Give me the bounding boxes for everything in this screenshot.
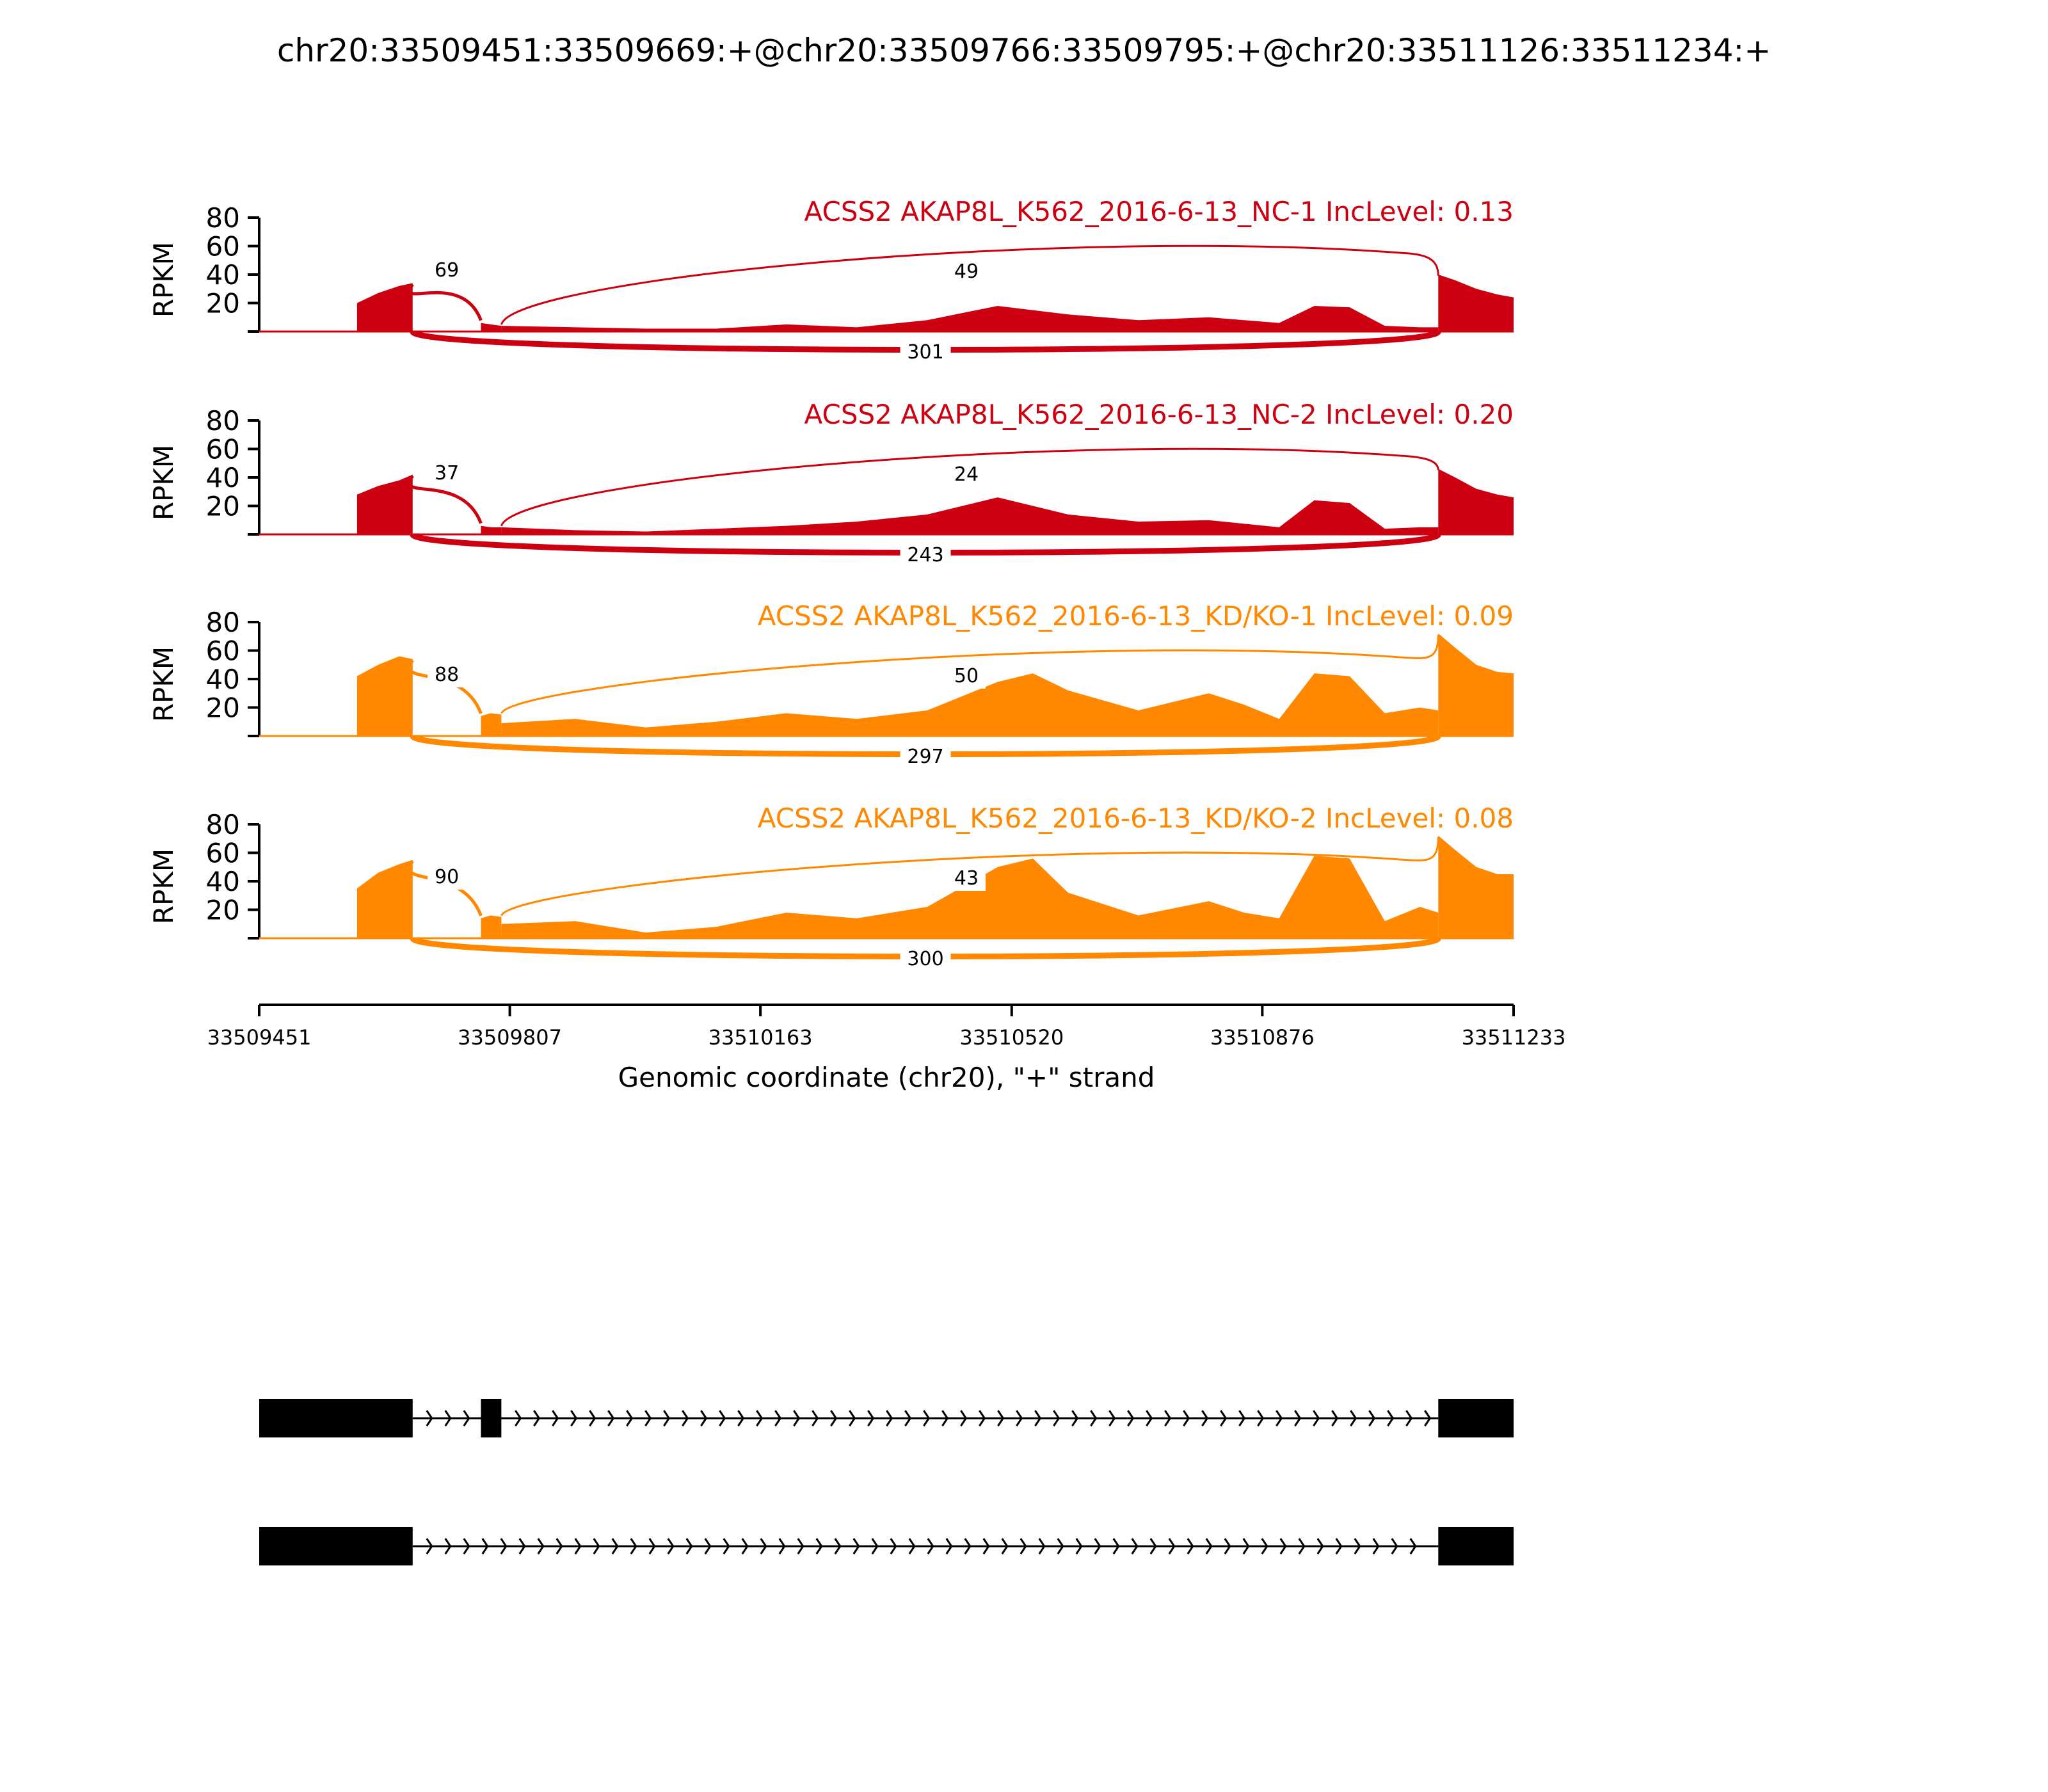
y-tick-label: 20	[205, 894, 240, 926]
junction-count-label: 300	[907, 948, 944, 970]
y-axis-label: RPKM	[148, 444, 179, 521]
junction-count-label: 24	[954, 463, 979, 486]
x-axis-label: Genomic coordinate (chr20), "+" strand	[618, 1062, 1155, 1093]
y-axis-label: RPKM	[148, 848, 179, 925]
y-tick-label: 80	[205, 405, 240, 436]
y-tick-label: 20	[205, 490, 240, 522]
x-tick-label: 33511233	[1461, 1025, 1566, 1050]
junction-count-label: 301	[907, 341, 944, 364]
junction-count-label: 50	[954, 665, 979, 687]
y-tick-label: 60	[205, 635, 240, 667]
x-tick-label: 33510876	[1210, 1025, 1315, 1050]
panel-3	[148, 600, 1514, 769]
coverage-panels	[148, 196, 1514, 972]
junction-count-label: 37	[435, 462, 460, 484]
y-tick-label: 60	[205, 230, 240, 262]
exon-coverage-2	[481, 526, 501, 534]
exon-block	[259, 1527, 413, 1565]
junction-arc	[410, 284, 481, 320]
junction-count-label: 297	[907, 746, 944, 768]
y-tick-label: 80	[205, 809, 240, 840]
y-tick-label: 20	[205, 692, 240, 724]
x-tick-label: 33510163	[708, 1025, 813, 1050]
exon-coverage-2	[481, 713, 501, 736]
exon-block	[259, 1399, 413, 1437]
panel-4	[148, 803, 1514, 972]
junction-count-label: 69	[435, 259, 460, 282]
junction-count-label: 49	[954, 260, 979, 283]
panel-title: ACSS2 AKAP8L_K562_2016-6-13_KD/KO-1 IncLevel: 0.09	[757, 600, 1514, 632]
y-tick-label: 60	[205, 433, 240, 465]
x-tick-label: 33509807	[458, 1025, 562, 1050]
x-tick-label: 33509451	[207, 1025, 312, 1050]
y-tick-label: 40	[205, 664, 240, 695]
intron-coverage-area	[501, 306, 1438, 332]
exon-coverage-1	[357, 656, 413, 736]
y-tick-label: 60	[205, 837, 240, 869]
y-tick-label: 80	[205, 202, 240, 234]
panel-1	[148, 196, 1514, 365]
panel-title: ACSS2 AKAP8L_K562_2016-6-13_NC-1 IncLevel: 0.13	[804, 196, 1514, 227]
y-tick-label: 40	[205, 259, 240, 291]
y-axis-label: RPKM	[148, 646, 179, 723]
exon-block	[481, 1399, 501, 1437]
exon-coverage-3	[1438, 836, 1514, 938]
exon-coverage-3	[1438, 275, 1514, 332]
y-tick-label: 80	[205, 607, 240, 638]
exon-coverage-3	[1438, 634, 1514, 736]
exon-coverage-1	[357, 283, 413, 332]
exon-coverage-3	[1438, 469, 1514, 534]
intron-coverage-area	[501, 497, 1438, 534]
exon-block	[1438, 1399, 1514, 1437]
y-axis-label: RPKM	[148, 241, 179, 318]
isoform-2	[259, 1527, 1514, 1565]
exon-coverage-1	[357, 860, 413, 938]
junction-count-label: 243	[907, 544, 944, 566]
y-tick-label: 20	[205, 287, 240, 319]
isoform-track	[259, 1399, 1514, 1565]
panel-2	[148, 399, 1514, 568]
exon-coverage-2	[481, 915, 501, 938]
figure-title: chr20:33509451:33509669:+@chr20:33509766:33509795:+@chr20:33511126:33511234:+	[276, 32, 1772, 69]
y-tick-label: 40	[205, 462, 240, 493]
exon-block	[1438, 1527, 1514, 1565]
panel-title: ACSS2 AKAP8L_K562_2016-6-13_NC-2 IncLevel: 0.20	[804, 399, 1514, 430]
x-tick-label: 33510520	[959, 1025, 1064, 1050]
isoform-1	[259, 1399, 1514, 1437]
y-tick-label: 40	[205, 866, 240, 897]
panel-title: ACSS2 AKAP8L_K562_2016-6-13_KD/KO-2 IncLevel: 0.08	[757, 803, 1514, 834]
junction-count-label: 90	[435, 866, 460, 888]
junction-count-label: 88	[435, 664, 460, 686]
exon-coverage-1	[357, 475, 413, 534]
junction-count-label: 43	[954, 867, 979, 890]
exon-coverage-2	[481, 323, 501, 332]
x-axis	[207, 1005, 1566, 1093]
